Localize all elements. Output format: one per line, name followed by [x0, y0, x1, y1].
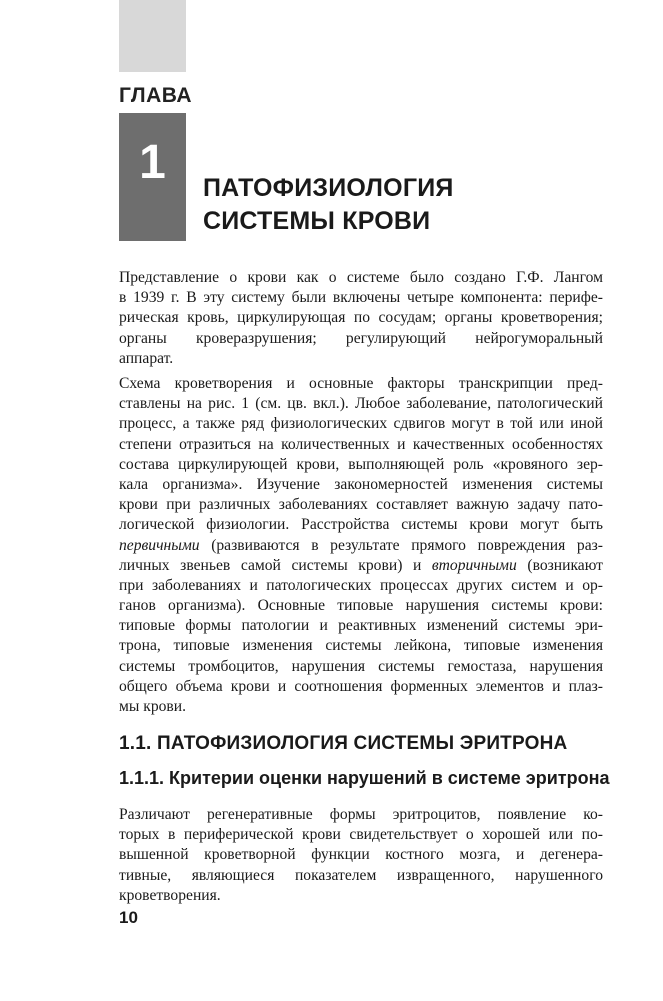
chapter-number: 1 — [139, 136, 166, 189]
text-fragment: (возникают — [516, 556, 603, 574]
text-fragment: личных звеньев самой системы крови) и — [119, 556, 432, 574]
text-line: крови при различных заболеваниях составляет важную задачу пато- — [119, 496, 603, 514]
chapter-number-box — [119, 113, 186, 241]
text-line: органы кроверазрушения; регулирующий нейрогуморальный — [119, 329, 603, 347]
chapter-title-line-1: ПАТОФИЗИОЛОГИЯ — [203, 174, 454, 202]
text-line: трона, типовые изменения системы лейкона, типовые изменения — [119, 637, 603, 655]
text-line: процесс, а также ряд физиологических сдвигов могут в той или иной — [119, 415, 603, 433]
paragraph-1 — [119, 268, 603, 369]
text-line: вышенной кроветворной функции костного мозга, и дегенера- — [119, 846, 603, 864]
text-line — [119, 556, 603, 576]
text-line: ставлены на рис. 1 (см. цв. вкл.). Любое заболевание, патологический — [119, 395, 603, 413]
text-line: степени отразиться на количественных и качественных особенностях — [119, 435, 603, 453]
text-line: тивные, являющиеся показателем извращенного, нарушенного — [119, 866, 603, 884]
section-heading-1-1-1: 1.1.1. Критерии оценки нарушений в системе эритрона — [119, 768, 610, 788]
text-line: состава циркулирующей крови, выполняющей роль «кровяного зер- — [119, 455, 603, 473]
text-line: Представление о крови как о системе было создано Г.Ф. Лангом — [119, 269, 603, 286]
text-fragment: (развиваются в результате прямого повреждения раз- — [199, 536, 603, 554]
chapter-tab-light — [119, 0, 186, 72]
text-line: кроветворения. — [119, 886, 221, 904]
text-line: аппарат. — [119, 349, 174, 367]
page-number: 10 — [119, 908, 138, 927]
section-heading-1-1: 1.1. ПАТОФИЗИОЛОГИЯ СИСТЕМЫ ЭРИТРОНА — [119, 733, 568, 754]
text-line: общего объема крови и соотношения форменных элементов и плаз- — [119, 677, 603, 695]
italic-term-secondary: вторичными — [431, 556, 517, 574]
paragraph-2 — [119, 374, 603, 717]
text-line: мы крови. — [119, 698, 187, 715]
chapter-title — [203, 172, 454, 238]
chapter-label: ГЛАВА — [119, 84, 193, 107]
text-line: торых в периферической крови свидетельствует о хорошей или по- — [119, 826, 603, 844]
text-line — [119, 536, 603, 556]
text-line: Схема кроветворения и основные факторы транскрипции пред- — [119, 375, 603, 392]
text-line: в 1939 г. В эту систему были включены четыре компонента: перифе- — [119, 289, 603, 307]
text-line: кала организма». Изучение закономерностей изменения системы — [119, 475, 603, 493]
chapter-title-line-2: СИСТЕМЫ КРОВИ — [203, 207, 431, 235]
paragraph-3 — [119, 805, 603, 906]
text-line: рическая кровь, циркулирующая по сосудам; органы кроветворения; — [119, 309, 603, 327]
text-line: ганов организма). Основные типовые нарушения системы крови: — [119, 597, 603, 615]
text-line: типовые формы патологии и реактивных изменений системы эри- — [119, 617, 603, 635]
text-line: логической физиологии. Расстройства системы крови могут быть — [119, 516, 603, 534]
italic-term-primary: первичными — [119, 536, 200, 554]
text-line: системы тромбоцитов, нарушения системы гемостаза, нарушения — [119, 657, 603, 675]
text-line: Различают регенеративные формы эритроцитов, появление ко- — [119, 806, 603, 823]
text-line: при заболеваниях и патологических процессах других систем и ор- — [119, 576, 603, 594]
